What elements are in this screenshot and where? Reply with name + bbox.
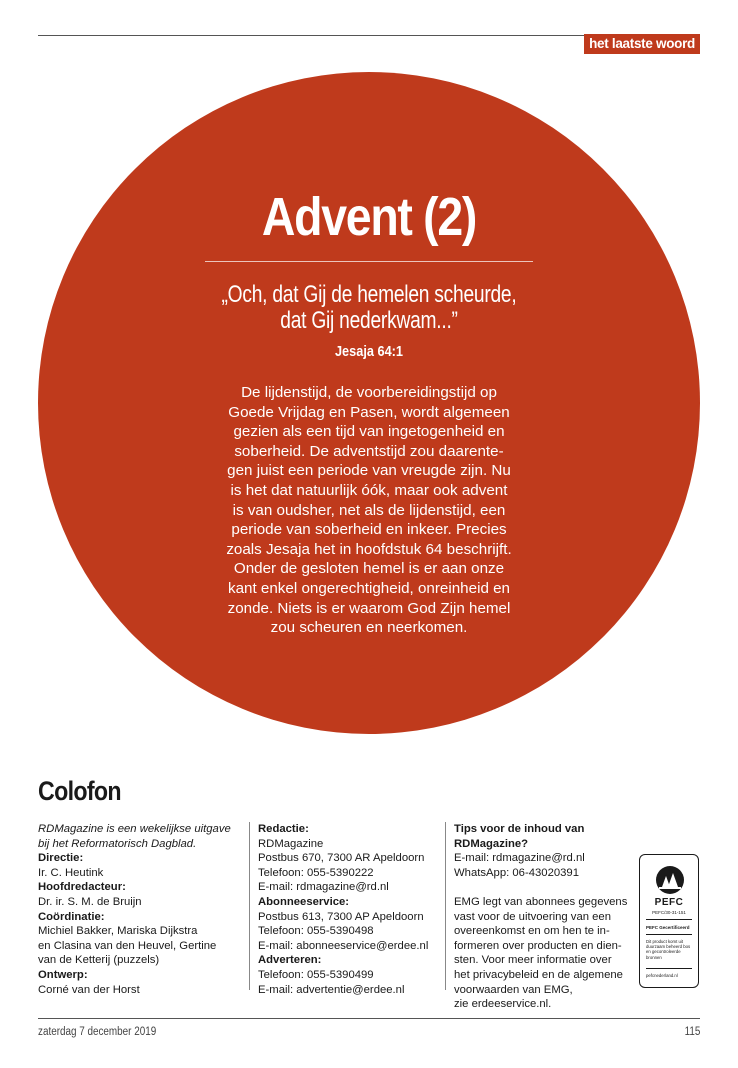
title-divider [205,261,533,262]
section-tag: het laatste woord [584,34,700,54]
redactie-email: E-mail: rdmagazine@rd.nl [258,881,389,894]
pefc-divider [646,934,692,935]
privacy-line: formeren over producten en dien- [454,939,622,952]
body-line: is van oudsher, net als de lijdenstijd, een [232,501,506,519]
column-divider [445,822,446,990]
tips-label: Tips voor de inhoud van RDMagazine? [454,823,585,850]
spacer [454,880,640,895]
adverteren-email: E-mail: advertentie@erdee.nl [258,983,405,996]
adverteren-phone: Telefoon: 055-5390499 [258,968,374,981]
body-line: periode van soberheid en inkeer. Precies [231,521,507,539]
column-divider [249,822,250,990]
abonnee-email: E-mail: abonneeservice@erdee.nl [258,939,429,952]
directie-value: Ir. C. Heutink [38,866,104,879]
body-line: zou scheuren en neerkomen. [270,619,468,637]
quote-line: „Och, dat Gij de hemelen scheurde, [221,281,517,308]
directie-label: Directie: [38,852,84,865]
abonnee-label: Abonneeservice: [258,895,350,908]
hoofdredacteur-value: Dr. ir. S. M. de Bruijn [38,895,142,908]
coordinatie-value: Michiel Bakker, Mariska Dijkstra [38,925,198,938]
redactie-address: Postbus 670, 7300 AR Apeldoorn [258,852,425,865]
pefc-description: Dit product komt uit duurzaam beheerd bos en gecontroleerde bronnen [646,939,691,960]
body-line: Onder de gesloten hemel is er aan onze [233,560,505,578]
quote-reference: Jesaja 64:1 [334,343,404,360]
footer-date: zaterdag 7 december 2019 [38,1026,157,1038]
pefc-code: PEFC/30-31-151 [652,910,686,915]
coordinatie-value: van de Ketterij (puzzels) [38,954,160,967]
pefc-divider [646,968,692,969]
privacy-line: voorwaarden van EMG, [454,983,573,996]
bottom-rule [38,1018,700,1019]
colofon-column-publisher [38,822,246,997]
privacy-line: vast voor de uitvoering van een [454,910,611,923]
pefc-certification-badge [639,854,699,988]
pefc-site: pefcnederland.nl [646,973,678,978]
pefc-tree-icon [653,865,687,895]
pefc-word: PEFC [654,897,684,908]
bible-quote [74,282,664,334]
intro-text: RDMagazine is een wekelijkse uitgave [38,823,231,835]
privacy-line: zie erdeeservice.nl. [454,998,552,1011]
body-line: De lijdenstijd, de voorbereidingstijd op [241,384,497,401]
privacy-line: overeenkomst en om hen te in- [454,925,610,938]
coordinatie-value: en Clasina van den Heuvel, Gertine [38,939,217,952]
hoofdredacteur-label: Hoofdredacteur: [38,881,126,894]
article-body [199,383,539,638]
body-line: zonde. Niets is er waarom God Zijn hemel [227,599,511,617]
tips-email: E-mail: rdmagazine@rd.nl [454,852,585,865]
pefc-divider [646,919,692,920]
body-line: Goede Vrijdag en Pasen, wordt algemeen [228,403,510,421]
body-line: soberheid. De adventstijd zou daarente- [234,442,504,460]
colofon-column-contact [258,822,442,997]
adverteren-label: Adverteren: [258,954,322,967]
abonnee-phone: Telefoon: 055-5390498 [258,925,374,938]
redactie-label: Redactie: [258,823,309,835]
body-line: gen juist een periode van vreugde zijn. Nu [227,462,511,480]
colofon-heading: Colofon [38,776,121,806]
abonnee-address: Postbus 613, 7300 AP Apeldoorn [258,910,424,923]
redactie-name: RDMagazine [258,837,324,850]
body-line: gezien als een tijd van ingetogenheid en [233,423,505,441]
article-title: Advent (2) [261,187,477,247]
tips-whatsapp: WhatsApp: 06-43020391 [454,866,579,879]
redactie-phone: Telefoon: 055-5390222 [258,866,374,879]
pefc-certified: PEFC Gecertificeerd [646,925,690,930]
colofon-column-tips [454,822,640,1012]
body-line: zoals Jesaja het in hoofdstuk 64 beschrijft. [226,540,512,558]
privacy-line: sten. Voor meer informatie over [454,954,612,967]
body-line: kant enkel ongerechtigheid, onreinheid en [227,579,511,597]
privacy-line: EMG legt van abonnees gegevens [454,895,628,908]
coordinatie-label: Coördinatie: [38,910,105,923]
privacy-line: het privacybeleid en de algemene [454,968,623,981]
ontwerp-value: Corné van der Horst [38,983,140,996]
ontwerp-label: Ontwerp: [38,968,88,981]
page-number: 115 [684,1026,700,1038]
quote-line: dat Gij nederkwam...” [280,307,458,334]
body-line: is het dat natuurlijk óók, maar ook advent [230,481,508,499]
intro-text: bij het Reformatorisch Dagblad. [38,837,197,850]
